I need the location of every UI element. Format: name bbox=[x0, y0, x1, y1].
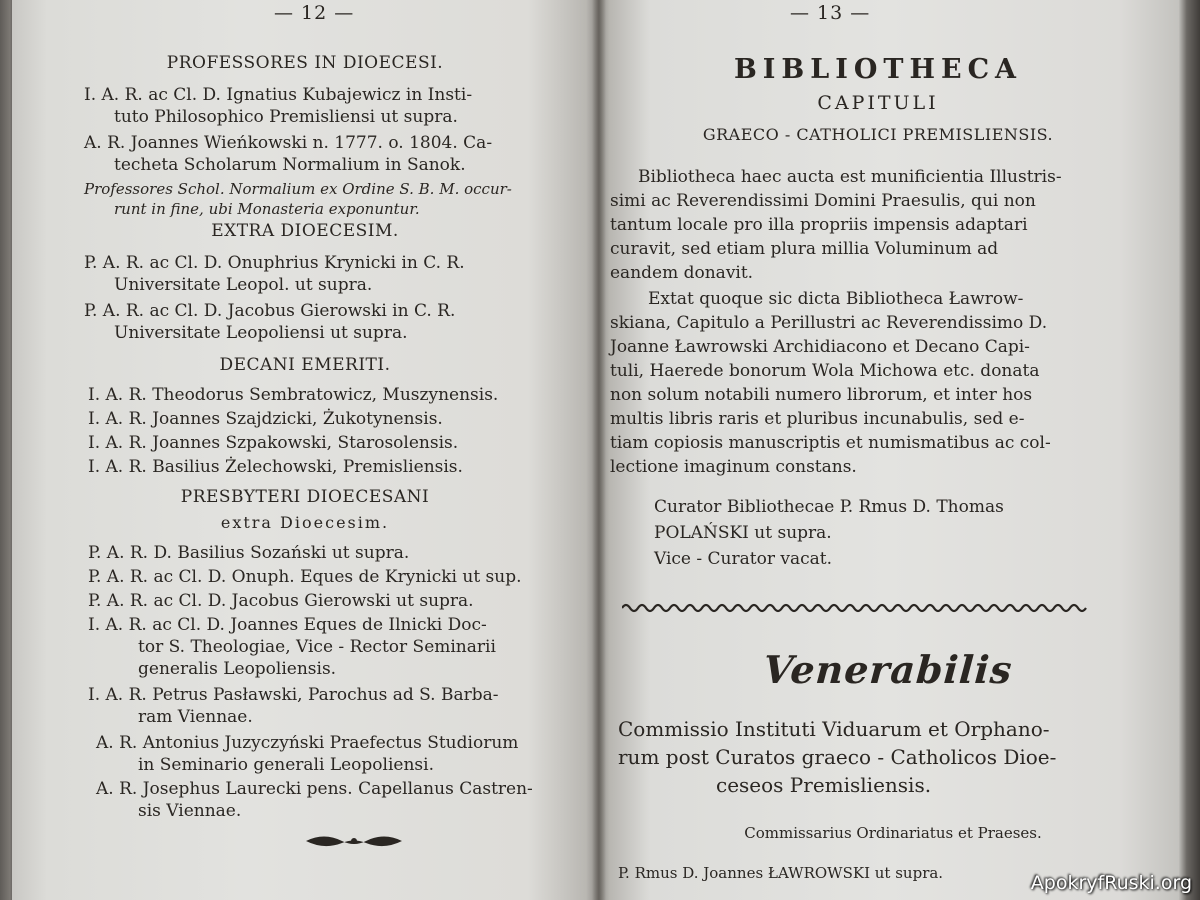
entry-line: ram Viennae. bbox=[138, 707, 253, 727]
entry-line: Universitate Leopol. ut supra. bbox=[114, 275, 373, 295]
paragraph-line: tuli, Haerede bonorum Wola Michowa etc. donata bbox=[610, 361, 1040, 381]
curator-line: POLAŃSKI ut supra. bbox=[654, 523, 832, 543]
paragraph-line: tantum locale pro illa propriis impensis adaptari bbox=[610, 215, 1028, 235]
title-bibliotheca: BIBLIOTHECA bbox=[733, 54, 1023, 85]
entry-line: A. R. Josephus Laurecki pens. Capellanus Castren- bbox=[96, 779, 533, 799]
paragraph-line: curavit, sed etiam plura millia Voluminum ad bbox=[610, 239, 999, 259]
entry-line: generalis Leopoliensis. bbox=[138, 659, 337, 679]
heading-extra-dioecesim: EXTRA DIOECESIM. bbox=[211, 221, 399, 241]
paragraph-line: Bibliotheca haec aucta est munificientia Illustris- bbox=[638, 167, 1062, 187]
entry-line: P. A. R. ac Cl. D. Onuph. Eques de Krynicki ut sup. bbox=[88, 567, 522, 587]
heading-presbyteri: PRESBYTERI DIOECESANI bbox=[180, 487, 430, 507]
paragraph-line: eandem donavit. bbox=[610, 263, 754, 283]
subheading-presbyteri: extra Dioecesim. bbox=[220, 513, 390, 532]
entry-line: I. A. R. Joannes Szajdzicki, Żukotynensis. bbox=[88, 409, 443, 429]
entry-line: Universitate Leopoliensi ut supra. bbox=[114, 323, 408, 343]
entry-line: I. A. R. Theodorus Sembratowicz, Muszynensis. bbox=[88, 385, 499, 405]
paragraph-line: multis libris raris et pluribus incunabulis, sed e- bbox=[610, 409, 1025, 429]
page-number-right: — 13 — bbox=[790, 2, 871, 24]
book-gutter bbox=[592, 0, 606, 900]
paragraph-line: non solum notabili numero librorum, et inter hos bbox=[610, 385, 1033, 405]
wavy-rule-icon bbox=[622, 601, 1090, 615]
paragraph-line: Extat quoque sic dicta Bibliotheca Ławrow- bbox=[648, 289, 1024, 309]
entry-line: tor S. Theologiae, Vice - Rector Seminarii bbox=[138, 637, 496, 657]
entry-line: A. R. Antonius Juzyczyński Praefectus Studiorum bbox=[96, 733, 519, 753]
commissio-line: rum post Curatos graeco - Catholicos Dioe- bbox=[618, 745, 1057, 769]
entry-line: P. A. R. ac Cl. D. Jacobus Gierowski ut supra. bbox=[88, 591, 474, 611]
commissio-line: ceseos Premisliensis. bbox=[716, 773, 932, 797]
paragraph-line: Joanne Ławrowski Archidiacono et Decano Capi- bbox=[610, 337, 1030, 357]
italic-note: Professores Schol. Normalium ex Ordine S. B. M. occur- bbox=[84, 180, 512, 198]
subtitle-graeco-catholici: GRAECO - CATHOLICI PREMISLIENSIS. bbox=[702, 125, 1054, 144]
commissarius-line: Commissarius Ordinariatus et Praeses. bbox=[744, 824, 1042, 842]
ornament-icon bbox=[304, 830, 404, 852]
entry-line: I. A. R. Basilius Żelechowski, Premisliensis. bbox=[88, 457, 463, 477]
italic-note: runt in fine, ubi Monasteria exponuntur. bbox=[114, 200, 420, 218]
paragraph-line: tiam copiosis manuscriptis et numismatibus ac col- bbox=[610, 433, 1051, 453]
heading-decani-emeriti: DECANI EMERITI. bbox=[219, 355, 391, 375]
page-edge bbox=[1178, 0, 1200, 900]
paragraph-line: skiana, Capitulo a Perillustri ac Reverendissimo D. bbox=[610, 313, 1048, 333]
entry-line: P. A. R. ac Cl. D. Onuphrius Krynicki in C. R. bbox=[84, 253, 465, 273]
entry-line: sis Viennae. bbox=[138, 801, 242, 821]
entry-line: I. A. R. ac Cl. D. Joannes Eques de Ilnicki Doc- bbox=[88, 615, 487, 635]
heading-venerabilis: Venerabilis bbox=[762, 647, 1015, 692]
page-number-left: — 12 — bbox=[274, 2, 355, 24]
curator-line: Curator Bibliothecae P. Rmus D. Thomas bbox=[654, 497, 1004, 517]
watermark: ApokryfRuski.org bbox=[1030, 872, 1192, 894]
entry-line: in Seminario generali Leopoliensi. bbox=[138, 755, 434, 775]
curator-line: Vice - Curator vacat. bbox=[654, 549, 832, 569]
commissio-line: Commissio Instituti Viduarum et Orphano- bbox=[618, 717, 1050, 741]
right-page bbox=[598, 0, 1178, 900]
entry-line: techeta Scholarum Normalium in Sanok. bbox=[114, 155, 466, 175]
entry-line: I. A. R. Joannes Szpakowski, Starosolensis. bbox=[88, 433, 459, 453]
entry-line: I. A. R. Petrus Pasławski, Parochus ad S. Barba- bbox=[88, 685, 499, 705]
left-page bbox=[12, 0, 598, 900]
paragraph-line: lectione imaginum constans. bbox=[610, 457, 857, 477]
entry-line: P. A. R. D. Basilius Sozański ut supra. bbox=[88, 543, 410, 563]
last-line: P. Rmus D. Joannes ŁAWROWSKI ut supra. bbox=[618, 864, 944, 882]
entry-line: P. A. R. ac Cl. D. Jacobus Gierowski in C. R. bbox=[84, 301, 456, 321]
entry-line: tuto Philosophico Premisliensi ut supra. bbox=[114, 107, 458, 127]
paragraph-line: simi ac Reverendissimi Domini Praesulis, qui non bbox=[610, 191, 1036, 211]
entry-line: A. R. Joannes Wieńkowski n. 1777. o. 1804. Ca- bbox=[84, 133, 493, 153]
heading-professores: PROFESSORES IN DIOECESI. bbox=[166, 53, 444, 73]
subtitle-capituli: CAPITULI bbox=[817, 92, 939, 114]
entry-line: I. A. R. ac Cl. D. Ignatius Kubajewicz in Insti- bbox=[84, 85, 473, 105]
